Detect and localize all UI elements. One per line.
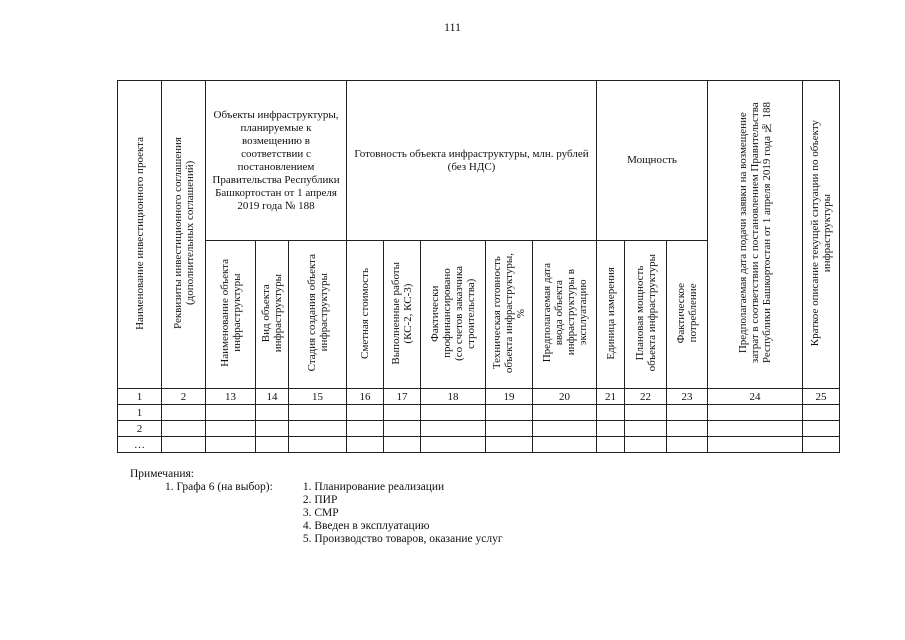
header-line: Плановая мощность [633, 265, 646, 361]
notes-item: 4. Введен в эксплуатацию [302, 520, 430, 532]
table-cell [486, 421, 533, 437]
header-line: потребление [687, 283, 699, 343]
header-text-c2 [172, 137, 196, 329]
header-text-c15 [306, 254, 330, 371]
table-cell [162, 405, 206, 421]
header-agreement-details [162, 81, 206, 389]
table-cell [289, 405, 347, 421]
header-text-c14 [260, 274, 284, 352]
table-cell [347, 405, 384, 421]
table-cell [256, 405, 289, 421]
column-number: 1 [118, 389, 162, 405]
table-row [118, 405, 840, 421]
notes-title: Примечания: [130, 468, 194, 480]
table-cell [533, 421, 597, 437]
header-commission-date [533, 241, 597, 389]
table-cell [421, 405, 486, 421]
header-line: Вид объекта [260, 284, 272, 342]
table-cell [667, 405, 708, 421]
column-number: 2 [162, 389, 206, 405]
table-cell [256, 421, 289, 437]
header-text-c24 [737, 102, 773, 363]
column-number: 24 [708, 389, 803, 405]
header-line: Предполагаемая дата подачи заявки на возмещение [737, 112, 749, 354]
header-line: Наименование инвестиционного проекта [133, 136, 146, 330]
row-index: 2 [118, 421, 162, 437]
header-text-c23 [675, 283, 699, 343]
header-planned-power [625, 241, 667, 389]
header-line: профинансировано [441, 268, 453, 358]
header-line: инфраструктуры [230, 273, 243, 353]
column-number: 25 [803, 389, 840, 405]
table-cell [206, 421, 256, 437]
column-number: 17 [384, 389, 421, 405]
header-tech-readiness [486, 241, 533, 389]
header-project-name [118, 81, 162, 389]
header-text-c20 [541, 263, 589, 362]
notes [130, 468, 503, 546]
notes-item: 2. ПИР [302, 494, 338, 506]
header-text-c13 [219, 259, 243, 367]
notes-item: 5. Производство товаров, оказание услуг [302, 533, 503, 545]
header-line: Стадия создания объекта [305, 254, 318, 372]
header-line: Предполагаемая дата [540, 263, 553, 363]
header-text-c16 [359, 268, 371, 359]
header-actual-consumption [667, 241, 708, 389]
header-line: Выполненные работы [390, 261, 402, 365]
header-readiness: Готовность объекта инфраструктуры, млн. рублей (без НДС) [347, 81, 597, 241]
header-object-stage [289, 241, 347, 389]
header-line: ввода объекта [552, 280, 565, 346]
column-number: 23 [667, 389, 708, 405]
header-financed [421, 241, 486, 389]
header-text-c19 [491, 253, 527, 373]
notes-item: 3. СМР [302, 507, 339, 519]
notes-list [303, 481, 503, 546]
header-line: Фактически [429, 284, 441, 342]
header-line: Фактическое [675, 282, 687, 344]
header-completed-works [384, 241, 421, 389]
header-line: инфраструктуры [317, 273, 330, 353]
header-text-c17 [390, 262, 414, 365]
header-line: инфраструктуры [272, 273, 284, 353]
table-cell [421, 437, 486, 453]
table-cell [708, 421, 803, 437]
column-number: 21 [597, 389, 625, 405]
header-line: Техническая готовность [491, 256, 503, 370]
header-line: Реквизиты инвестиционного соглашения [171, 136, 184, 330]
header-situation [803, 81, 840, 389]
row-index: … [118, 437, 162, 453]
header-power: Мощность [597, 81, 708, 241]
header-line: объекта инфраструктуры, [503, 252, 515, 374]
header-infrastructure-objects: Объекты инфраструктуры, планируемые к возмещению в соответствии с постановлением Правительства Республики Башкортостан от 1 апреля 2019 года № 188 [206, 81, 347, 241]
table-row [118, 421, 840, 437]
notes-item: 1. Планирование реализации [302, 481, 445, 493]
header-line: Краткое описание текущей ситуации по объекту [809, 119, 821, 347]
table-cell [347, 421, 384, 437]
page-number: 111 [443, 20, 462, 34]
table-cell [347, 437, 384, 453]
table-cell [667, 421, 708, 437]
header-object-name [206, 241, 256, 389]
table-cell [597, 405, 625, 421]
table-cell [162, 421, 206, 437]
table-cell [597, 421, 625, 437]
header-text-c25 [809, 120, 833, 346]
header-object-type [256, 241, 289, 389]
table-cell [486, 405, 533, 421]
header-line: Сметная стоимость [359, 267, 371, 359]
column-number: 20 [533, 389, 597, 405]
table-cell [625, 437, 667, 453]
header-line: Наименование объекта [218, 259, 231, 367]
table-cell [256, 437, 289, 453]
table-cell [421, 421, 486, 437]
column-number: 13 [206, 389, 256, 405]
header-line: инфраструктуры в [564, 269, 577, 357]
table-cell [625, 421, 667, 437]
table-cell [384, 437, 421, 453]
table-cell [803, 421, 840, 437]
column-number: 14 [256, 389, 289, 405]
header-line: (дополнительных соглашений) [183, 160, 196, 306]
table-cell [708, 437, 803, 453]
table-cell [803, 437, 840, 453]
header-line: (КС-2, КС-3) [402, 283, 414, 343]
header-line: (со счетов заказчика [453, 265, 465, 361]
column-number: 22 [625, 389, 667, 405]
table-cell [625, 405, 667, 421]
table-cell [384, 421, 421, 437]
infrastructure-table [117, 80, 840, 453]
column-number: 18 [421, 389, 486, 405]
header-unit [597, 241, 625, 389]
column-number: 16 [347, 389, 384, 405]
table-row [118, 437, 840, 453]
column-number: 19 [486, 389, 533, 405]
table-cell [533, 405, 597, 421]
table-cell [667, 437, 708, 453]
table-cell [486, 437, 533, 453]
header-line: объекта инфраструктуры [645, 254, 658, 372]
header-line: эксплуатацию [576, 280, 589, 346]
header-line: Единица измерения [604, 266, 617, 360]
table-cell [206, 405, 256, 421]
header-line: Республики Башкортостан от 1 апреля 2019 года № 188 [761, 102, 773, 364]
header-line: строительства) [465, 277, 477, 349]
header-text-c22 [634, 254, 658, 371]
table-cell [206, 437, 256, 453]
header-estimated-cost [347, 241, 384, 389]
table-cell [597, 437, 625, 453]
header-text-c21 [605, 267, 617, 360]
table-cell [289, 421, 347, 437]
column-numbers-row [118, 389, 840, 405]
table-cell [533, 437, 597, 453]
notes-label: 1. Графа 6 (на выбор): [165, 481, 273, 493]
table-cell [162, 437, 206, 453]
header-line: инфраструктуры [821, 193, 833, 273]
header-line: затрат в соответствии с постановлением Правительства [749, 102, 761, 364]
column-number: 15 [289, 389, 347, 405]
header-line: % [515, 308, 527, 318]
header-claim-date [708, 81, 803, 389]
table-cell [708, 405, 803, 421]
table-cell [803, 405, 840, 421]
row-index: 1 [118, 405, 162, 421]
table-cell [289, 437, 347, 453]
table-cell [384, 405, 421, 421]
header-text-c1 [134, 137, 146, 330]
header-text-c18 [429, 266, 477, 361]
